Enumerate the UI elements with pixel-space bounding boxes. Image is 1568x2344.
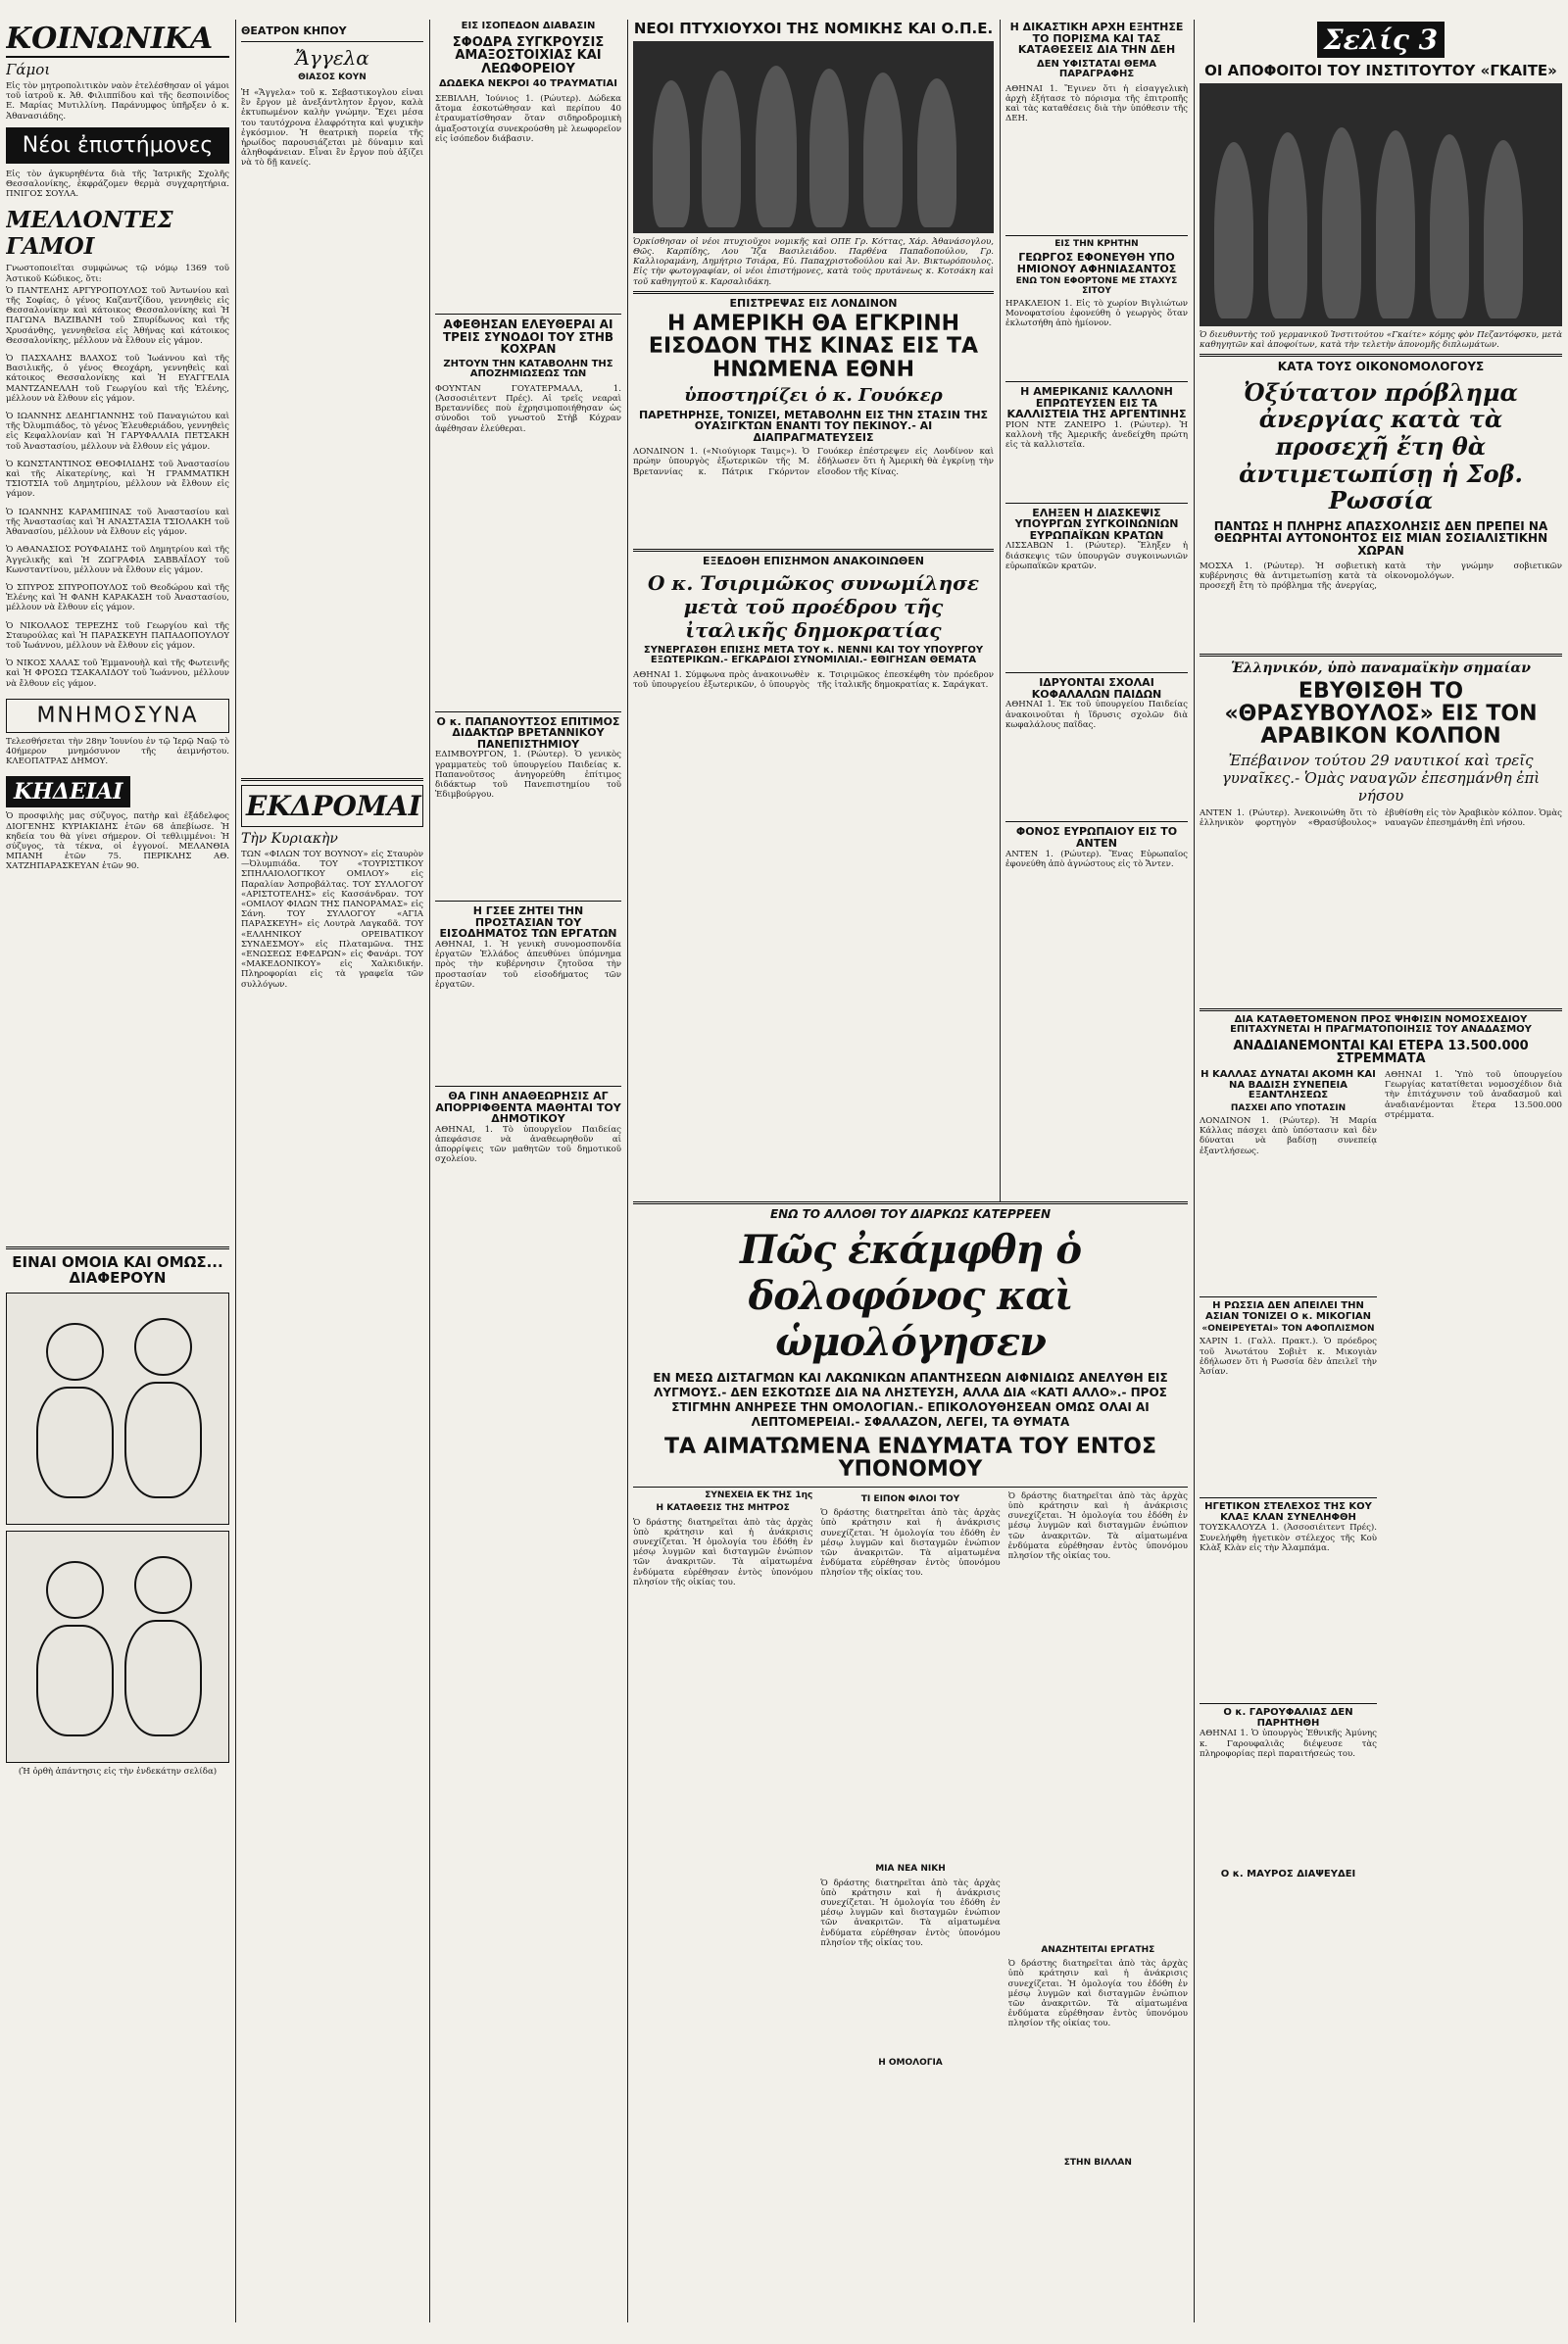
kkk-headline: ΗΓΕΤΙΚΟΝ ΣΤΕΛΕΧΟΣ ΤΗΣ ΚΟΥ ΚΛΑΞ ΚΛΑΝ ΣΥΝΕΛΗΦΘΗ — [1204, 1501, 1372, 1523]
column-news-left — [435, 0, 621, 2344]
kideiai-title: ΚΗΔΕΙΑΙ — [6, 776, 130, 807]
thrasyvoulos-text: ΑΝΤΕΝ 1. (Ρώυτερ). Ἀνεκοινώθη ὅτι τὸ ἑλληνικὸν φορτηγὸν «Θρασύβουλος» ἐβυθίσθη εἰς τὸν Ἀραβικὸν κόλπον. Ὁμὰς ναυαγῶν ἐπεσημάνθη ἐπὶ νήσου. — [1200, 807, 1562, 828]
neoi-epistimones-banner: Νέοι ἐπιστήμονες — [6, 127, 229, 164]
list-item: Ὁ ΙΩΑΝΝΗΣ ΔΕΔΗΓΙΑΝΝΗΣ τοῦ Παναγιώτου καὶ τῆς Ὀλυμπιάδος, τὸ γένος Ἐλευθεριάδου, γεννηθεὶς εἰς Κεφαλλονίαν καὶ Ἡ ΓΑΡΥΦΑΛΛΙΑ ΠΕΤΣΑΚΗ τοῦ Ἀναστασίου, μέλλουν νὰ ἔλθουν εἰς γάμον. — [6, 412, 229, 452]
kallas-headline: Η ΚΑΛΛΑΣ ΔΥΝΑΤΑΙ ΑΚΟΜΗ ΚΑΙ ΝΑ ΒΑΔΙΣΗ ΣΥΝΕΠΕΙΑ ΕΞΑΝΤΛΗΣΕΩΣ — [1200, 1069, 1376, 1101]
dei-headline: Η ΔΙΚΑΣΤΙΚΗ ΑΡΧΗ ΕΞΗΤΗΣΕ ΤΟ ΠΟΡΙΣΜΑ ΚΑΙ ΤΑΣ ΚΑΤΑΘΕΣΕΙΣ ΔΙΑ ΤΗΝ ΔΕΗ — [1009, 21, 1184, 57]
anadasmos-text: ΑΘΗΝΑΙ 1. Ὑπὸ τοῦ ὑπουργείου Γεωργίας κατατίθεται νομοσχέδιον διὰ τὴν ἐπιτάχυνσιν τοῦ ἀναδασμοῦ καὶ ἀναδιανέμονται ἕτερα 13.500.000 στρέμματα. — [1385, 1070, 1562, 1120]
dei-sub: ΔΕΝ ΥΦΙΣΤΑΤΑΙ ΘΕΜΑ ΠΑΡΑΓΡΑΦΗΣ — [1036, 58, 1157, 80]
gsee-headline: Η ΓΣΕΕ ΖΗΤΕΙ ΤΗΝ ΠΡΟΣΤΑΣΙΑΝ ΤΟΥ ΕΙΣΟΔΗΜΑΤΟΣ ΤΩΝ ΕΡΓΑΤΩΝ — [439, 904, 617, 941]
list-item: Ὁ ΑΘΑΝΑΣΙΟΣ ΡΟΥΦΑΙΔΗΣ τοῦ Δημητρίου καὶ τῆς Ἀγγελικῆς καὶ Ἡ ΖΩΓΡΑΦΙΑ ΣΑΒΒΑΪΔΟΥ τοῦ Κωνσταντίνου, μέλλουν νὰ ἔλθουν εἰς γάμον. — [6, 545, 229, 575]
crime-sub2: ΤΑ ΑΙΜΑΤΩΜΕΝΑ ΕΝΔΥΜΑΤΑ ΤΟΥ ΕΝΤΟΣ ΥΠΟΝΟΜΟΥ — [663, 1434, 1157, 1482]
gkaite-photo — [1200, 83, 1562, 326]
kriti-label: ΕΙΣ ΤΗΝ ΚΡΗΤΗΝ — [1054, 238, 1139, 249]
cartoon-title: ΕΙΝΑΙ ΟΜΟΙΑ ΚΑΙ ΟΜΩΣ... ΔΙΑΦΕΡΟΥΝ — [12, 1253, 223, 1288]
london-label: ΕΠΙΣΤΡΕΨΑΣ ΕΙΣ ΛΟΝΔΙΝΟΝ — [729, 296, 898, 310]
kallas-sub: ΠΑΣΧΕΙ ΑΠΟ ΥΠΟΤΑΣΙΝ — [1230, 1102, 1347, 1113]
crime-text: Ὁ δράστης διατηρεῖται ἀπὸ τὰς ἀρχὰς ὑπὸ κράτησιν καὶ ἡ ἀνάκρισις συνεχίζεται. Ἡ ὁμολογία του ἐδόθη ἐν μέσῳ λυγμῶν καὶ δισταγμῶν ἐνώπιον τῶν ἀνακριτῶν. Τὰ αἱματωμένα ἐνδύματα εὑρέθησαν ἐντὸς ὑπονόμου πλησίον τῆς οἰκίας του. — [820, 1878, 1001, 1948]
crime-subhead: ΣΤΗΝ ΒΙΛΛΑΝ — [1063, 2158, 1132, 2169]
cartoon-top — [6, 1293, 229, 1525]
theatro-text: Ἡ «Ἄγγελα» τοῦ κ. Σεβαστικογλου εἶναι ἓν ἔργον μὲ ἀνεξάντλητον ἔργον, καλὰ ἐκτυπωμένον καλὴν γνώμην. Ἔχει μέσα του ταυτόχρονα ἐλαφρότητα καὶ ψυχικὴν ἐγκόσμιον. Ἡ θεατρικὴ πορεία τῆς ἡρωίδος παρουσιάζεται μὲ δύναμιν καὶ ἀληθοφάνειαν. Εἶναι ἓν ἔργον ποὺ ἀξίζει νὰ τὸ δῇ κανείς. — [241, 87, 423, 169]
list-item: Ὁ ΠΑΣΧΑΛΗΣ ΒΛΑΧΟΣ τοῦ Ἰωάννου καὶ τῆς Βασιλικῆς, ὁ γένος Θεοχάρη, γεννηθεὶς καὶ κάτοικος Θεσσαλονίκης καὶ Ἡ ΕΥΑΓΓΕΛΙΑ ΜΑΝΤΖΑΝΕΛΛΗ τοῦ Γεωργίου καὶ τῆς Ἑλένης, μέλλουν νὰ ἔλθουν εἰς γάμον. — [6, 354, 229, 404]
china-sub2: ΠΑΡΕΤΗΡΗΣΕ, ΤΟΝΙΖΕΙ, ΜΕΤΑΒΟΛΗΝ ΕΙΣ ΤΗΝ ΣΤΑΣΙΝ ΤΗΣ ΟΥΑΣΙΓΚΤΩΝ ΕΝΑΝΤΙ ΤΟΥ ΠΕΚΙΝΟΥ.- ΑΙ ΔΙΑΠΡΑΓΜΑΤΕΥΣΕΙΣ — [638, 408, 989, 444]
crime-text: Ὁ δράστης διατηρεῖται ἀπὸ τὰς ἀρχὰς ὑπὸ κράτησιν καὶ ἡ ἀνάκρισις συνεχίζεται. Ἡ ὁμολογία του ἐδόθη ἐν μέσῳ λυγμῶν καὶ δισταγμῶν ἐνώπιον τῶν ἀνακριτῶν. Τὰ αἱματωμένα ἐνδύματα εὑρέθησαν ἐντὸς ὑπονόμου πλησίον τῆς οἰκίας του. — [820, 1508, 1001, 1579]
section-title-koinonika: ΚΟΙΝΩΝΙΚΑ — [6, 22, 229, 58]
crime-cont: ΣΥΝΕΧΕΙΑ ΕΚ ΤΗΣ 1ης — [705, 1489, 813, 1500]
anakoinosis-label: ΕΞΕΔΟΘΗ ΕΠΙΣΗΜΟΝ ΑΝΑΚΟΙΝΩΘΕΝ — [703, 555, 924, 568]
crime-text: Ὁ δράστης διατηρεῖται ἀπὸ τὰς ἀρχὰς ὑπὸ κράτησιν καὶ ἡ ἀνάκρισις συνεχίζεται. Ἡ ὁμολογία του ἐδόθη ἐν μέσῳ λυγμῶν καὶ δισταγμῶν ἐνώπιον τῶν ἀνακριτῶν. Τὰ αἱματωμένα ἐνδύματα εὑρέθησαν ἐντὸς ὑπονόμου πλησίον τῆς οἰκίας του. — [633, 1517, 813, 1587]
china-headline: Η ΑΜΕΡΙΚΗ ΘΑ ΕΓΚΡΙΝΗ ΕΙΣΟΔΟΝ ΤΗΣ ΚΙΝΑΣ ΕΙΣ ΤΑ ΗΝΩΜΕΝΑ ΕΘΝΗ — [648, 312, 979, 382]
tsirimokos-text: ΑΘΗΝΑΙ 1. Σύμφωνα πρὸς ἀνακοινωθὲν τοῦ ὑπουργείου ἐξωτερικῶν, ὁ ὑπουργὸς κ. Τσιριμῶκος ἐπεσκέφθη τὸν πρόεδρον τῆς ἰταλικῆς δημοκρατίας κ. Σαράγκατ. — [633, 669, 994, 690]
anathewrisi-text: ΑΘΗΝΑΙ, 1. Τὸ ὑπουργεῖον Παιδείας ἀπεφάσισε νὰ ἀναθεωρηθοῦν αἱ ἀπορρίψεις τῶν μαθητῶν τοῦ δημοτικοῦ σχολείου. — [435, 1124, 621, 1165]
anadasmos-label: ΔΙΑ ΚΑΤΑΘΕΤΟΜΕΝΟΝ ΠΡΟΣ ΨΗΦΙΣΙΝ ΝΟΜΟΣΧΕΔΙΟΥ ΕΠΙΤΑΧΥΝΕΤΑΙ Η ΠΡΑΓΜΑΤΟΠΟΙΗΣΙΣ ΤΟΥ ΑΝΑΔΑΣΜΟΥ — [1230, 1013, 1532, 1036]
thrasyvoulos-sub: Ἐπέβαινον τούτου 29 ναυτικοί καὶ τρεῖς γυναῖκες.- Ὁμὰς ναυαγῶν ἐπεσημάνθη ἐπὶ νήσου — [1221, 751, 1541, 805]
garoufalias-text: ΑΘΗΝΑΙ 1. Ὁ ὑπουργὸς Ἐθνικῆς Ἀμύνης κ. Γαρουφαλιᾶς διέψευσε τὰς πληροφορίας περὶ παραιτήσεώς του. — [1200, 1729, 1377, 1759]
list-item: Ὁ ΝΙΚΟΛΑΟΣ ΤΕΡΕΖΗΣ τοῦ Γεωργίου καὶ τῆς Σταυρούλας καὶ Ἡ ΠΑΡΑΣΚΕΥΗ ΠΑΠΑΔΟΠΟΥΛΟΥ τοῦ Ἰωάννου, μέλλουν νὰ ἔλθουν εἰς γάμον. — [6, 620, 229, 651]
photo-headline: ΝΕΟΙ ΠΤΥΧΙΟΥΧΟΙ ΤΗΣ ΝΟΜΙΚΗΣ ΚΑΙ Ο.Π.Ε. — [633, 20, 994, 37]
theatro-play: Ἄγγελα — [295, 45, 369, 70]
crime-subhead: Η ΚΑΤΑΘΕΣΙΣ ΤΗΣ ΜΗΤΡΟΣ — [656, 1503, 790, 1514]
kriti-sub: ΕΝΩ ΤΟΝ ΕΦΟΡΤΟΝΕ ΜΕ ΣΤΑΧΥΣ ΣΙΤΟΥ — [1015, 276, 1178, 296]
miss-headline: Η ΑΜΕΡΙΚΑΝΙΣ ΚΑΛΛΟΝΗ ΕΠΡΩΤΕΥΣΕΝ ΕΙΣ ΤΑ ΚΑΛΛΙΣΤΕΙΑ ΤΗΣ ΑΡΓΕΝΤΙΝΗΣ — [1006, 385, 1187, 421]
gsee-text: ΑΘΗΝΑΙ, 1. Ἡ γενικὴ συνομοσπονδία ἐργατῶν Ἑλλάδος ἀπευθύνει ὑπόμνημα πρὸς τὴν κυβέρνησιν ζητοῦσα τὴν προστασίαν τοῦ εἰσοδήματος τῶν ἐργατῶν. — [435, 939, 621, 990]
miss-text: ΡΙΟΝ ΝΤΕ ΖΑΝΕΙΡΟ 1. (Ρώυτερ). Ἡ καλλονὴ τῆς Ἀμερικῆς ἀνεδείχθη πρώτη εἰς τὰ καλλιστεῖα. — [1005, 419, 1188, 451]
list-item: Ὁ ΙΩΑΝΝΗΣ ΚΑΡΑΜΠΙΝΑΣ τοῦ Ἀναστασίου καὶ τῆς Ἀναστασίας καὶ Ἡ ΑΝΑΣΤΑΣΙΑ ΤΣΙΟΛΑΚΗ τοῦ Ἀθανασίου, μέλλουν νὰ ἔλθουν εἰς γάμον. — [6, 507, 229, 538]
lisbon-text: ΛΙΣΣΑΒΩΝ 1. (Ρώυτερ). Ἔληξεν ἡ διάσκεψις τῶν ὑπουργῶν συγκοινωνιῶν εὐρωπαϊκῶν κρατῶν. — [1005, 541, 1188, 571]
schools-text: ΑΘΗΝΑΙ 1. Ἐκ τοῦ ὑπουργείου Παιδείας ἀνακοινοῦται ἡ ἵδρυσις σχολῶν διὰ κωφαλάλους παῖδας. — [1005, 700, 1188, 730]
train-crash-sub: ΔΩΔΕΚΑ ΝΕΚΡΟΙ 40 ΤΡΑΥΜΑΤΙΑΙ — [439, 78, 617, 90]
oikonomologoi-label: ΚΑΤΑ ΤΟΥΣ ΟΙΚΟΝΟΜΟΛΟΓΟΥΣ — [1277, 360, 1485, 374]
crime-sub: ΕΝ ΜΕΣΩ ΔΙΣΤΑΓΜΩΝ ΚΑΙ ΛΑΚΩΝΙΚΩΝ ΑΠΑΝΤΗΣΕΩΝ ΑΙΦΝΙΔΙΩΣ ΑΝΕΛΥΘΗ ΕΙΣ ΛΥΓΜΟΥΣ.- ΔΕΝ ΕΣΚΟΤΩΣΕ ΔΙΑ ΝΑ ΛΗΣΤΕΥΣΗ, ΑΛΛΑ ΔΙΑ «ΚΑΤΙ ΑΛΛΟ».- ΠΡΟΣ ΣΤΙΓΜΗΝ ΑΝΗΡΕΣΕ ΤΗΝ ΟΜΟΛΟΓΙΑΝ.- ΕΠΙΚΟΛΟΥΘΗΣΕΑΝ ΟΜΩΣ ΟΛΑΙ ΑΙ ΛΕΠΤΟΜΕΡΕΙΑΙ.- ΣΦΑΛΑΖΟΝ, ΛΕΓΕΙ, ΤΑ ΘΥΜΑΤΑ — [653, 1370, 1168, 1429]
cochran-text: ΦΟΥΝΤΑΝ ΓΟΥΑΤΕΡΜΑΛΛ, 1. (Ἀσσοσιέιτεντ Πρές). Αἱ τρεῖς νεαραὶ Βρεταννίδες ποὺ ἐχρησιμοποιήθησαν ὡς σύνοδοι τοῦ γνωστοῦ Στὴβ Κόχραν ἀφέθησαν ἐλεύθεραι. — [435, 383, 621, 434]
ekdromai-title: ΕΚΔΡΟΜΑΙ — [241, 785, 423, 827]
crime-headline: Πῶς ἐκάμφθη ὁ δολοφόνος καὶ ὡμολόγησεν — [739, 1226, 1082, 1365]
kriti-text: ΗΡΑΚΛΕΙΟΝ 1. Εἰς τὸ χωρίον Βιγλιώτων Μονοφατσίου ἐφονεύθη ὁ γεωργὸς ὅταν ἐκλωτσήθη ἀπὸ ἡμίονον. — [1005, 299, 1188, 329]
photo-caption: Ὁρκίσθησαν οἱ νέοι πτυχιοῦχοι νομικῆς καὶ ΟΠΕ Γρ. Κόττας, Χάρ. Ἀθανάσογλου, Θῶς. Καρπίδης, Λου Ἴζα Βασιλειάδου. Παρθένα Παπαδοπούλου, Γρ. Καλλιοραμάνη, Δημήτριο Τσιάρα, Εὐ. Παπαχριστοδούλου καὶ Ἀν. Βικτωρόπουλος. Εἰς τὴν φωτογραφίαν, οἱ νέοι ἐπιστήμονες, κατὰ τοὺς πρυτάνεως κ. Κοτσάκη καὶ τοῦ καθηγητοῦ κ. Καρσαλιδάκη. — [633, 236, 994, 287]
marriage-notice-list — [6, 286, 229, 689]
schools-headline: ΙΔΡΥΟΝΤΑΙ ΣΧΟΛΑΙ ΚΟΦΑΛΑΛΩΝ ΠΑΙΔΩΝ — [1031, 676, 1162, 701]
garoufalias-headline: Ο κ. ΓΑΡΟΥΦΑΛΙΑΣ ΔΕΝ ΠΑΡΗΤΗΘΗ — [1223, 1707, 1353, 1729]
foreign-text: ΑΝΤΕΝ 1. (Ρώυτερ). Ἕνας Εὐρωπαῖος ἐφονεύθη ἀπὸ ἀγνώστους εἰς τὸ Ἄντεν. — [1005, 849, 1188, 869]
cartoon-caption: (Ἡ ὀρθὴ ἀπάντησις εἰς τὴν ἑνδεκάτην σελίδα) — [18, 1766, 218, 1777]
list-item: Ὁ ΣΠΥΡΟΣ ΣΠΥΡΟΠΟΥΛΟΣ τοῦ Θεοδώρου καὶ τῆς Ἑλένης καὶ Ἡ ΦΑΝΗ ΚΑΡΑΚΑΣΗ τοῦ Ἀναστασίου, μέλλουν νὰ ἔλθουν εἰς γάμον. — [6, 582, 229, 613]
anergia-sub: ΠΑΝΤΩΣ Η ΠΛΗΡΗΣ ΑΠΑΣΧΟΛΗΣΙΣ ΔΕΝ ΠΡΕΠΕΙ ΝΑ ΘΕΩΡΗΤΑΙ ΑΥΤΟΝΟΗΤΟΣ ΕΙΣ ΜΙΑΝ ΣΟΣΙΑΛΙΣΤΙΚΗΝ ΧΩΡΑΝ — [1213, 518, 1548, 558]
anathewrisi-headline: ΘΑ ΓΙΝΗ ΑΝΑΘΕΩΡΗΣΙΣ ΑΓ ΑΠΟΡΡΙΦΘΕΝΤΑ ΜΑΘΗΤΑΙ ΤΟΥ ΔΗΜΟΤΙΚΟΥ — [435, 1089, 621, 1126]
dei-text: ΑΘΗΝΑΙ 1. Ἔγινεν ὅτι ἡ εἰσαγγελικὴ ἀρχὴ ἐξήτασε τὸ πόρισμα τῆς ἐπιτροπῆς καὶ τὰς καταθέσεις διὰ τὴν ὑπόθεσιν τῆς ΔΕΗ. — [1005, 83, 1188, 124]
thrasyvoulos-label: Ἑλληνικόν, ὑπὸ παναμαϊκὴν σημαίαν — [1231, 659, 1531, 676]
anadasmos-headline: ΑΝΑΔΙΑΝΕΜΟΝΤΑΙ ΚΑΙ ΕΤΕΡΑ 13.500.000 ΣΤΡΕΜΜΑΤΑ — [1233, 1038, 1529, 1067]
foreign-headline: ΦΟΝΟΣ ΕΥΡΩΠΑΙΟΥ ΕΙΣ ΤΟ ΑΝΤΕΝ — [1015, 825, 1178, 850]
mikogian-headline: Η ΡΩΣΣΙΑ ΔΕΝ ΑΠΕΙΛΕΙ ΤΗΝ ΑΣΙΑΝ ΤΟΝΙΖΕΙ Ο κ. ΜΙΚΟΓΙΑΝ — [1204, 1300, 1372, 1322]
gkaite-headline: ΟΙ ΑΠΟΦΟΙΤΟΙ ΤΟΥ ΙΝΣΤΙΤΟΥΤΟΥ «ΓΚΑΙΤΕ» — [1204, 62, 1557, 79]
theatro-author: ΘΙΑΣΟΣ ΚΟΥΝ — [298, 72, 367, 82]
mikogian-sub: «ΟΝΕΙΡΕΥΕΤΑΙ» ΤΟΝ ΑΦΟΠΛΙΣΜΟΝ — [1201, 1324, 1375, 1334]
crime-subhead: Η ΟΜΟΛΟΓΙΑ — [878, 2057, 943, 2068]
list-item: Ὁ ΝΙΚΟΣ ΧΑΛΑΣ τοῦ Ἐμμανουὴλ καὶ τῆς Φωτεινῆς καὶ Ἡ ΦΡΟΣΩ ΤΣΑΚΑΛΙΔΟΥ τοῦ Ἰωάννου, μέλλουν νὰ ἔλθουν εἰς γάμον. — [6, 659, 229, 689]
china-text: ΛΟΝΔΙΝΟΝ 1. («Νιούγιορκ Ταιμς»). Ὁ πρώην ὑπουργὸς ἐξωτερικῶν τῆς Μ. Βρεταννίας κ. Πάτρικ Γκόρντον Γουόκερ ἐπέστρεψεν εἰς Λονδίνον καὶ ἐδήλωσεν ὅτι ἡ Ἀμερικὴ θὰ ἐγκρίνῃ τὴν εἴσοδον τῆς Κίνας. — [633, 447, 994, 477]
theatro-title: ΘΕΑΤΡΟΝ ΚΗΠΟΥ — [241, 24, 347, 37]
kriti-headline: ΓΕΩΡΓΟΣ ΕΦΟΝΕΥΘΗ ΥΠΟ ΗΜΙΟΝΟΥ ΑΦΗΝΙΑΣΑΝΤΟΣ — [1016, 251, 1177, 275]
cochran-sub: ΖΗΤΟΥΝ ΤΗΝ ΚΑΤΑΒΟΛΗΝ ΤΗΣ ΑΠΟΖΗΜΙΩΣΕΩΣ ΤΩΝ — [443, 358, 613, 380]
gamoi-label: Γάμοι — [6, 61, 51, 78]
anergia-headline: Ὀξύτατον πρόβλημα ἀνεργίας κατὰ τὰ προσεχῆ ἔτη θὰ ἀντιμετωπίσῃ ἡ Σοβ. Ρωσσία — [1239, 377, 1523, 515]
neoi-text: Εἰς τὸν ἀγκυρηθέντα διὰ τῆς Ἰατρικῆς Σχολῆς Θεσσαλονίκης, ἐκφράζομεν θερμὰ συγχαρητήρια. ΠΝΙΓΟΣ ΣΟΥΛΑ. — [6, 169, 229, 200]
crime-subhead: ΑΝΑΖΗΤΕΙΤΑΙ ΕΡΓΑΤΗΣ — [1041, 1944, 1155, 1955]
papanoutsos-headline: Ο κ. ΠΑΠΑΝΟΥΤΣΟΣ ΕΠΙΤΙΜΟΣ ΔΙΔΑΚΤΩΡ ΒΡΕΤΑΝΝΙΚΟΥ ΠΑΝΕΠΙΣΤΗΜΙΟΥ — [436, 714, 620, 751]
mellontes-gamoi-title: ΜΕΛΛΟΝΤΕΣ ΓΑΜΟΙ — [6, 207, 173, 261]
ekdromai-sub: Τὴν Κυριακὴν — [241, 830, 338, 847]
list-item: Ὁ ΠΑΝΤΕΛΗΣ ΑΡΓΥΡΟΠΟΥΛΟΣ τοῦ Ἀντωνίου καὶ τῆς Σοφίας, ὁ γένος Καζαντζίδου, γεννηθεὶς εἰς Θεσσαλονίκην καὶ κάτοικος Θεσσαλονίκης καὶ Ἡ ΠΑΓΩΝΑ ΒΑΖΙΒΑΝΗ τοῦ Σπυρίδωνος καὶ τῆς Χρυσάνθης, γεννηθεῖσα εἰς Ἀθήνας καὶ κάτοικος Θεσσαλονίκης, μέλλουν νὰ ἔλθουν εἰς γάμον. — [6, 285, 229, 346]
mellontes-intro: Γνωστοποιεῖται συμφώνως τῷ νόμῳ 1369 τοῦ Ἀστικοῦ Κώδικος, ὅτι: — [6, 264, 229, 284]
mnimosyna-text: Τελεσθήσεται τὴν 28ην Ἰουνίου ἐν τῷ Ἱερῷ Ναῷ τὸ 40ήμερον μνημόσυνον τῆς ἀειμνήστου. ΚΛΕΟΠΑΤΡΑΣ ΔΗΜΟΥ. — [6, 736, 229, 767]
cochran-headline: ΑΦΕΘΗΣΑΝ ΕΛΕΥΘΕΡΑΙ ΑΙ ΤΡΕΙΣ ΣΥΝΟΔΟΙ ΤΟΥ ΣΤΗΒ ΚΟΧΡΑΝ — [442, 317, 614, 357]
crime-text: Ὁ δράστης διατηρεῖται ἀπὸ τὰς ἀρχὰς ὑπὸ κράτησιν καὶ ἡ ἀνάκρισις συνεχίζεται. Ἡ ὁμολογία του ἐδόθη ἐν μέσῳ λυγμῶν καὶ δισταγμῶν ἐνώπιον τῶν ἀνακριτῶν. Τὰ αἱματωμένα ἐνδύματα εὑρέθησαν ἐντὸς ὑπονόμου πλησίον τῆς οἰκίας του. — [1007, 1959, 1188, 2029]
cartoon-bottom — [6, 1531, 229, 1763]
crime-text: Ὁ δράστης διατηρεῖται ἀπὸ τὰς ἀρχὰς ὑπὸ κράτησιν καὶ ἡ ἀνάκρισις συνεχίζεται. Ἡ ὁμολογία του ἐδόθη ἐν μέσῳ λυγμῶν καὶ δισταγμῶν ἐνώπιον τῶν ἀνακριτῶν. Τὰ αἱματωμένα ἐνδύματα εὑρέθησαν ἐντὸς ὑπονόμου πλησίον τῆς οἰκίας του. — [1007, 1490, 1188, 1561]
kallas-text: ΛΟΝΔΙΝΟΝ 1. (Ρώυτερ). Ἡ Μαρία Κάλλας πάσχει ἀπὸ ὑπόστασιν καὶ δὲν δύναται νὰ βαδίσῃ συνεπείᾳ ἐξαντλήσεως. — [1200, 1116, 1377, 1156]
column-social — [6, 0, 229, 2344]
mnimosyna-title: ΜΝΗΜΟΣΥΝΑ — [6, 699, 229, 733]
ekdromai-text: ΤΩΝ «ΦΙΛΩΝ ΤΟΥ ΒΟΥΝΟΥ» εἰς Σταυρὸν—Ὀλυμπιάδα. ΤΟΥ «ΤΟΥΡΙΣΤΙΚΟΥ ΣΠΗΛΑΙΟΛΟΓΙΚΟΥ ΟΜΙΛΟΥ» εἰς Παραλίαν Ἀσπροβάλτας. ΤΟΥ ΣΥΛΛΟΓΟΥ «ΑΡΙΣΤΟΤΕΛΗΣ» εἰς Κασσάνδραν. ΤΟΥ «ΟΜΙΛΟΥ ΦΙΛΩΝ ΤΗΣ ΠΑΝΟΡΑΜΑΣ» εἰς Σάνη. ΤΟΥ ΣΥΛΛΟΓΟΥ «ΑΓΙΑ ΠΑΡΑΣΚΕΥΗ» εἰς Λουτρὰ Λαγκαδᾶ. ΤΟΥ «ΕΛΛΗΝΙΚΟΥ ΟΡΕΙΒΑΤΙΚΟΥ ΣΥΝΔΕΣΜΟΥ» εἰς Πλαταμῶνα. ΤΗΣ «ΕΝΩΣΕΩΣ ΕΦΕΔΡΩΝ» εἰς Φανάρι. ΤΟΥ «ΜΑΚΕΔΟΝΙΚΟΥ» εἰς Χαλκιδικήν. Πληροφορίαι εἰς τὰ γραφεῖα τῶν συλλόγων. — [241, 849, 423, 990]
gkaite-caption: Ὁ διευθυντὴς τοῦ γερμανικοῦ Ἰνστιτούτου «Γκαίτε» κόμης φὸν Πεζαντόφσκυ, μετὰ καθηγητῶν καὶ ἀποφοίτων, κατὰ τὴν τελετὴν ἀπονομῆς διπλωμάτων. — [1200, 329, 1562, 350]
graduates-photo — [633, 41, 994, 233]
column-theatre — [241, 0, 423, 2344]
china-sub: ὑποστηρίζει ὁ κ. Γουόκερ — [684, 384, 943, 406]
mavros-headline: Ο κ. ΜΑΥΡΟΣ ΔΙΑΨΕΥΔΕΙ — [1220, 1869, 1356, 1880]
crime-label: ΕΝΩ ΤΟ ΑΛΛΟΘΙ ΤΟΥ ΔΙΑΡΚΩΣ ΚΑΤΕΡΡΕΕΝ — [769, 1207, 1052, 1221]
train-crash-headline: ΣΦΟΔΡΑ ΣΥΓΚΡΟΥΣΙΣ ΑΜΑΞΟΣΤΟΙΧΙΑΣ ΚΑΙ ΛΕΩΦΟΡΕΙΟΥ — [452, 34, 605, 76]
thrasyvoulos-headline: ΕΒΥΘΙΣΘΗ ΤΟ «ΘΡΑΣΥΒΟΥΛΟΣ» ΕΙΣ ΤΟΝ ΑΡΑΒΙΚΟΝ ΚΟΛΠΟΝ — [1224, 678, 1538, 749]
top-label: ΕΙΣ ΙΣΟΠΕΔΟΝ ΔΙΑΒΑΣΙΝ — [461, 21, 596, 31]
list-item: Ὁ ΚΩΝΣΤΑΝΤΙΝΟΣ ΘΕΟΦΙΛΙΔΗΣ τοῦ Ἀναστασίου καὶ τῆς Αἰκατερίνης, καὶ Ἡ ΓΡΑΜΜΑΤΙΚΗ ΤΣΙΟΤΣΙΑ τοῦ Δημητρίου, μέλλουν νὰ ἔλθουν εἰς γάμον. — [6, 459, 229, 500]
page-label: Σελίς 3 — [1317, 22, 1445, 58]
kideiai-text: Ὁ προσφιλὴς μας σύζυγος, πατὴρ καὶ ἐξάδελφος ΔΙΟΓΕΝΗΣ ΚΥΡΙΑΚΙΔΗΣ ἐτῶν 68 ἀπεβίωσε. Ἡ κηδεία του θὰ γίνει σήμερον. Οἱ τεθλιμμένοι: Ἡ σύζυγος, τὰ τέκνα, οἱ ἐγγονοί. ΜΕΛΑΝΘΙΑ ΜΠΑΝΗ ἐτῶν 75. ΠΕΡΙΚΛΗΣ ΑΘ. ΧΑΤΖΗΠΑΡΑΣΚΕΥΑΝ ἐτῶν 90. — [6, 811, 229, 872]
tsirimokos-headline: Ο κ. Τσιριμῶκος συνωμίλησε μετὰ τοῦ προέδρου τῆς ἰταλικῆς δημοκρατίας — [647, 570, 980, 642]
train-crash-text: ΣΕΒΙΛΛΗ, Ἰούνιος 1. (Ρώυτερ). Δώδεκα ἄτομα ἐσκοτώθησαν καὶ περίπου 40 ἐτραυματίσθησαν ὅταν σιδηροδρομικὴ ἁμαξοστοιχία συνεκρούσθη μὲ λεωφορεῖον εἰς ἰσόπεδον διάβασιν. — [435, 93, 621, 144]
papanoutsos-text: ΕΔΙΜΒΟΥΡΓΟΝ, 1. (Ρώυτερ). Ὁ γενικὸς γραμματεὺς τοῦ ὑπουργείου Παιδείας κ. Παπανοῦτσος ἀνηγορεύθη ἐπίτιμος διδάκτωρ τοῦ Πανεπιστημίου τοῦ Ἐδιμβούργου. — [435, 750, 621, 801]
gamoi-text: Εἰς τὸν μητροπολιτικὸν ναὸν ἐτελέσθησαν οἱ γάμοι τοῦ ἰατροῦ κ. Ἀθ. Φιλιππίδου καὶ τῆς δεσποινίδος Ε. Μαρίας Μυτιλλίνη. Παράνυμφος ὑπῆρξεν ὁ κ. Ἀθανασιάδης. — [6, 81, 229, 122]
crime-story — [633, 1201, 1188, 2328]
crime-subhead: ΜΙΑ ΝΕΑ ΝΙΚΗ — [875, 1864, 946, 1875]
anergia-text: ΜΟΣΧΑ 1. (Ρώυτερ). Ἡ σοβιετικὴ κυβέρνησις θὰ ἀντιμετωπίσῃ κατὰ τὰ προσεχῆ ἔτη τὸ πρόβλημα τῆς ἀνεργίας, κατὰ τὴν γνώμην σοβιετικῶν οἰκονομολόγων. — [1200, 561, 1562, 591]
mikogian-text: ΧΑΡΙΝ 1. (Γαλλ. Πρακτ.). Ὁ πρόεδρος τοῦ Ἀνωτάτου Σοβιὲτ κ. Μικογιὰν ἐδήλωσεν ὅτι ἡ Ρωσσία δὲν ἀπειλεῖ τὴν Ἀσίαν. — [1200, 1337, 1377, 1378]
kkk-text: ΤΟΥΣΚΑΛΟΥΖΑ 1. (Ἀσσοσιέιτεντ Πρές). Συνελήφθη ἡγετικὸν στέλεχος τῆς Κοὺ Κλὰξ Κλὰν εἰς τὴν Ἀλαμπάμα. — [1200, 1523, 1377, 1553]
tsirimokos-sub: ΣΥΝΕΡΓΑΣΘΗ ΕΠΙΣΗΣ ΜΕΤΑ ΤΟΥ κ. ΝΕΝΝΙ ΚΑΙ ΤΟΥ ΥΠΟΥΡΓΟΥ ΕΞΩΤΕΡΙΚΩΝ.- ΕΓΚΑΡΔΙΟΙ ΣΥΝΟΜΙΛΙΑΙ.- ΕΘΙΓΗΣΑΝ ΘΕΜΑΤΑ — [643, 644, 984, 666]
lisbon-headline: ΕΛΗΞΕΝ Η ΔΙΑΣΚΕΨΙΣ ΥΠΟΥΡΓΩΝ ΣΥΓΚΟΙΝΩΝΙΩΝ ΕΥΡΩΠΑΪΚΩΝ ΚΡΑΤΩΝ — [1014, 506, 1179, 542]
crime-subhead: ΤΙ ΕΙΠΟΝ ΦΙΛΟΙ ΤΟΥ — [860, 1493, 960, 1504]
column-page3 — [1200, 0, 1562, 2344]
